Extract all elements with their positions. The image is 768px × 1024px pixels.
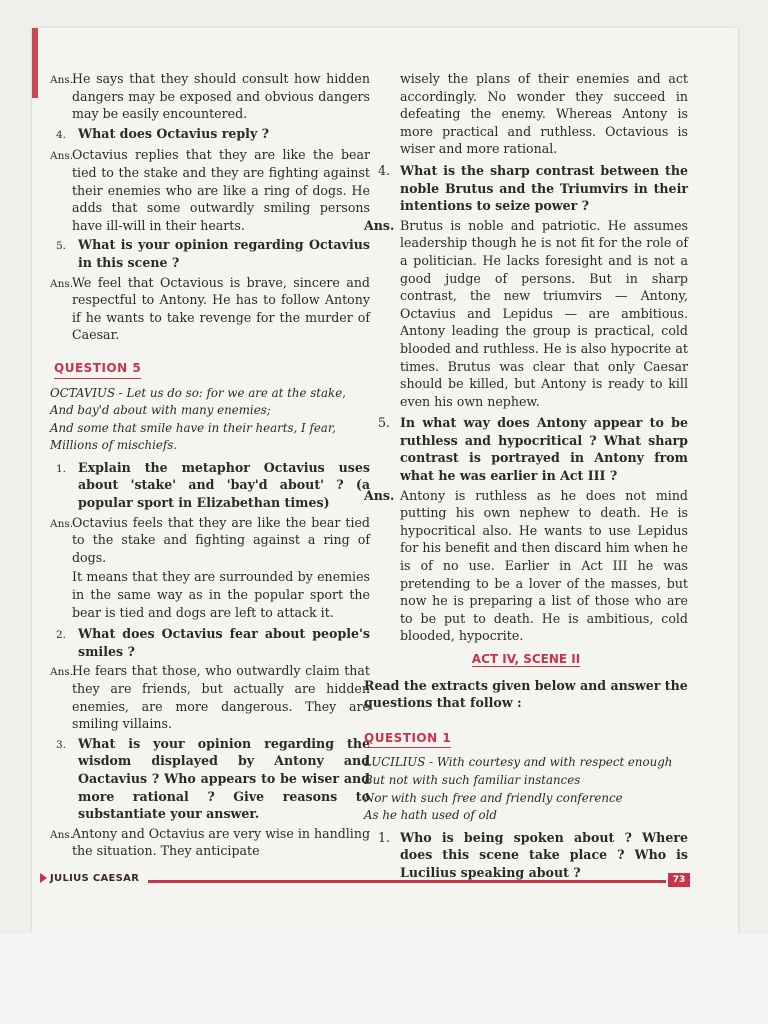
sub-answer-3 bbox=[50, 825, 370, 860]
answer-text: Brutus is noble and patriotic. He assumes leadership though he is not fit for the role of a politician. He lacks foresight and is not a good judge of persons. But in sharp contrast, the new triumvirs — Antony, Octavius and Lepidus — are ambitious. Antony leading the group is practical, cold blooded and ruthless. He is also hypocrite at times. Brutus was clear that only Caesar should be killed, but Antony is ready to kill even his own nephew. bbox=[400, 217, 688, 409]
question-number: 1. bbox=[56, 462, 67, 475]
quote-line: OCTAVIUS - Let us do so: for we are at the stake, bbox=[50, 385, 346, 400]
quote-line: Nor with such free and friendly conference bbox=[364, 790, 623, 805]
right-column bbox=[364, 70, 688, 884]
page-number: 73 bbox=[668, 873, 690, 887]
textbook-page bbox=[32, 28, 738, 934]
question-text: Who is being spoken about ? Where does this scene take place ? Who is Lucilius speaking about ? bbox=[400, 829, 688, 880]
question-text: What does Octavius fear about people's smiles ? bbox=[78, 626, 370, 659]
answer-5 bbox=[50, 274, 370, 344]
extract-quote bbox=[364, 754, 688, 824]
answer-continuation: wisely the plans of their enemies and act accordingly. No wonder they succeed in defeating the enemy. Whereas Antony is more practical and ruthless. Octavious is wiser and more rational. bbox=[400, 71, 688, 157]
extract-quote bbox=[50, 385, 370, 455]
answer-5 bbox=[364, 487, 688, 645]
quote-line: And some that smile have in their hearts, I fear, bbox=[50, 420, 336, 435]
ans-label: Ans. bbox=[364, 487, 395, 503]
question-5 bbox=[50, 236, 370, 271]
question-text: What is your opinion regarding Octavius in this scene ? bbox=[78, 237, 370, 270]
question-number: 1. bbox=[377, 829, 390, 845]
answer-block bbox=[50, 70, 370, 123]
question-text: What is the sharp contrast between the noble Brutus and the Triumvirs in their intentions to seize power ? bbox=[400, 162, 688, 214]
quote-line: LUCILIUS - With courtesy and with respect enough bbox=[364, 755, 673, 770]
footer-rule bbox=[148, 880, 666, 883]
quote-line: As he hath used of old bbox=[364, 808, 497, 823]
section-heading: QUESTION 1 bbox=[364, 730, 451, 749]
answer-4 bbox=[50, 146, 370, 234]
arrow-icon bbox=[40, 873, 47, 883]
ans-label: Ans. bbox=[50, 277, 74, 290]
sub-answer-1 bbox=[50, 514, 370, 567]
act-heading-text: ACT IV, SCENE II bbox=[471, 652, 581, 666]
instructions: Read the extracts given below and answer the questions that follow : bbox=[364, 677, 688, 711]
question-number: 5. bbox=[56, 240, 67, 253]
answer-text: He fears that those, who outwardly claim that they are friends, but actually are hidden enemies, are more dangerous. They are smiling villains. bbox=[72, 663, 370, 732]
answer-text: Octavius replies that they are like the bear tied to the stake and they are fighting against their enemies who are like a ring of dogs. He adds that some outwardly smiling persons have ill-will in their hearts. bbox=[72, 147, 370, 233]
sub-question-1 bbox=[50, 459, 370, 512]
question-4 bbox=[50, 125, 370, 145]
answer-text: We feel that Octavious is brave, sincere and respectful to Antony. He has to follow Antony if he wants to take revenge for the murder of Caesar. bbox=[72, 274, 370, 343]
act-heading bbox=[364, 651, 688, 669]
quote-line: And bay'd about with many enemies; bbox=[50, 403, 271, 418]
ans-label: Ans. bbox=[50, 828, 74, 841]
question-text: In what way does Antony appear to be ruthless and hypocritical ? What sharp contrast is portrayed in Antony from what he was earlier in Act III ? bbox=[400, 415, 688, 484]
answer-text: Octavius feels that they are like the bear tied to the stake and fighting against a ring of dogs. bbox=[72, 514, 370, 565]
footer-title-block bbox=[40, 873, 139, 884]
left-column bbox=[50, 70, 370, 862]
answer-continuation: It means that they are surrounded by enemies in the same way as in the popular sport the bear is tied and dogs are left to attack it. bbox=[72, 569, 370, 620]
page-footer bbox=[40, 873, 716, 893]
question-4 bbox=[364, 162, 688, 215]
answer-4 bbox=[364, 217, 688, 411]
question-number: 4. bbox=[377, 162, 390, 178]
ans-label: Ans. bbox=[50, 150, 74, 163]
question-5 bbox=[364, 414, 688, 484]
ans-label: Ans. bbox=[364, 217, 395, 233]
sub-question-2 bbox=[50, 625, 370, 660]
sub-question-3 bbox=[50, 735, 370, 823]
answer-text: He says that they should consult how hidden dangers may be exposed and obvious dangers may be easily encountered. bbox=[72, 71, 370, 122]
question-number: 5. bbox=[377, 415, 390, 431]
question-text: What is your opinion regarding the wisdom displayed by Antony and Oactavius ? Who appears to be wiser and more rational ? Give reasons to substantiate your answer. bbox=[78, 735, 370, 822]
quote-line: But not with such familiar instances bbox=[364, 772, 581, 787]
section-heading: QUESTION 5 bbox=[54, 360, 141, 379]
ans-label: Ans. bbox=[50, 517, 74, 530]
corner-mark bbox=[32, 28, 38, 98]
ans-label: Ans. bbox=[50, 74, 74, 86]
question-text: What does Octavius reply ? bbox=[78, 125, 270, 141]
quote-line: Millions of mischiefs. bbox=[50, 438, 178, 453]
ans-label: Ans. bbox=[50, 666, 74, 679]
background-margin bbox=[0, 934, 768, 1024]
question-number: 2. bbox=[56, 629, 67, 642]
answer-text: Antony and Octavius are very wise in handling the situation. They anticipate bbox=[72, 825, 371, 859]
footer-title: JULIUS CAESAR bbox=[50, 873, 140, 884]
question-text: Explain the metaphor Octavius uses about 'stake' and 'bay'd about' ? (a popular sport in Elizabethan times) bbox=[78, 459, 370, 511]
question-number: 4. bbox=[56, 128, 67, 141]
sub-answer-2 bbox=[50, 662, 370, 732]
answer-text: Antony is ruthless as he does not mind putting his own nephew to death. He is hypocritical also. He wants to use Lepidus for his benefit and then discard him when he is of no use. Earlier in Act III he was pretending to be a lover of the masses, but now he is preparing a list of those who are to be put to death. He is ambitious, cold blooded, hypocrite. bbox=[400, 487, 688, 644]
question-number: 3. bbox=[56, 738, 67, 751]
